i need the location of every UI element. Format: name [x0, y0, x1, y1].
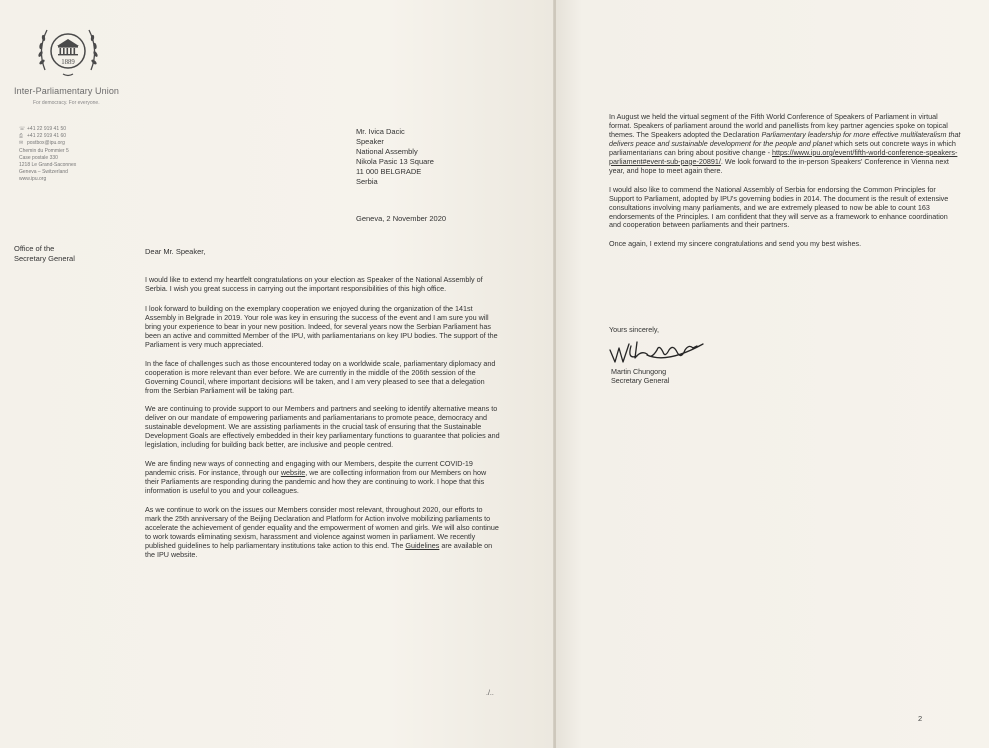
body-paragraph [145, 460, 500, 496]
letter-body-page-1 [145, 276, 500, 560]
address-line: 1218 Le Grand-Saconnex [19, 162, 77, 169]
logo-year: 1889 [61, 59, 75, 66]
recipient-address [356, 127, 434, 187]
recipient-street: Nikola Pasic 13 Square [356, 157, 434, 166]
text-run: We are finding new ways of connecting and engaging with our Members, despite the current COVID-19 pandemic crisis. For instance, through our [145, 459, 473, 478]
ipu-logo-icon [33, 20, 103, 82]
address-line: Chemin du Pommier 5 [19, 147, 69, 154]
salutation: Dear Mr. Speaker, [145, 247, 206, 256]
signer-name: Martin Chungong [611, 367, 667, 376]
continuation-mark: ./.. [486, 690, 494, 697]
email-icon: ✉ [19, 140, 24, 147]
email-address: postbox@ipu.org [27, 140, 65, 147]
body-paragraph: I would also like to commend the National Assembly of Serbia for endorsing the Common Principles for Support to Parliament, adopted by IPU's governing bodies in 2014. The document is the result of extensive consultations involving many parliaments, and we are extremely pleased to now be able to count 163 endorsements of the Principles. I am confident that they will serve as a framework to enhance coordination and cooperation between parliaments and their partners. [609, 184, 949, 230]
body-paragraph [145, 506, 500, 560]
org-tagline: For democracy. For everyone. [33, 100, 100, 106]
signer-block [611, 367, 669, 385]
website-link[interactable]: website [280, 468, 306, 478]
contact-block [19, 126, 76, 184]
office-label [14, 244, 75, 264]
fax-number: +41 22 919 41 60 [27, 133, 67, 140]
phone-number: +41 22 919 41 50 [27, 126, 67, 132]
body-paragraph: I would like to extend my heartfelt congratulations on your election as Speaker of the National Assembly of Serbia. I wish you great success in carrying out the important responsibilities of this high office. [145, 275, 483, 293]
website-address: www.ipu.org [19, 176, 47, 183]
page-number: 2 [918, 714, 923, 723]
body-paragraph [609, 113, 961, 176]
fax-icon: ⎙ [19, 133, 24, 140]
org-name: Inter-Parliamentary Union [14, 86, 120, 96]
text-run: As we continue to work on the issues our Members consider most relevant, throughout 2020, our efforts to mark the 25th anniversary of the Beijing Declaration and Platform for Action involve mobilizing parliaments to accelerate the achievement of gender equality and the empowerment of women and girls. We will also continue to work towards eliminating sexism, harassment and violence against women in parliament. We recently published guidelines to help parliamentary institutions take action to this end. The [145, 505, 499, 550]
signer-title: Secretary General [611, 376, 670, 385]
text-run: In August we held the virtual segment of the Fifth World Conference of Speakers of Parliament in virtual format. Speakers of parliament around the world and panellists from key partner agencies spoke on topical themes. The Speakers adopted the Declaration [609, 112, 948, 139]
recipient-title: Speaker [356, 137, 384, 146]
body-paragraph: In the face of challenges such as those encountered today on a worldwide scale, parliamentary diplomacy and cooperation is more relevant than ever before. We are currently in the middle of the 206th session of the Governing Council, where important decisions will be taken, and I am very pleased to see that a delegation from the Serbian Parliament will be taking part. [145, 358, 496, 395]
text-run: . We look forward to the in-person Speakers' Conference in Vienna next year, and hope to meet again there. [609, 156, 949, 175]
letter-date: Geneva, 2 November 2020 [356, 214, 447, 223]
recipient-city: 11 000 BELGRADE [356, 167, 422, 176]
declaration-title: Parliamentary leadership for more effective multilateralism that delivers peace and sustainable development for the people and planet [609, 129, 961, 148]
signature-icon [607, 336, 707, 368]
body-paragraph: I look forward to building on the exemplary cooperation we enjoyed during the organization of the 141st Assembly in Belgrade in 2019. Your role was key in ensuring the success of the event and I am sure you will bring your experience to bear in your new position. Indeed, for several years now the Serbian Parliament has been an active and committed Member of the IPU, with parliamentarians on key IPU bodies. The support of the Parliament is very much appreciated. [145, 303, 498, 349]
body-paragraph: We are continuing to provide support to our Members and partners and seeking to identify alternative means to deliver on our mandate of empowering parliaments and parliamentarians to promote peace, democracy and sustainable development. We are assisting parliaments in the crucial task of ensuring that the Sustainable Development Goals are effectively embedded in their key parliamentary functions to guarantee that policies and legislation, including for building back better, are inclusive and people centred. [145, 404, 500, 450]
recipient-name: Mr. Ivica Dacic [356, 127, 405, 136]
office-line: Office of the [14, 244, 55, 253]
body-paragraph: Once again, I extend my sincere congratulations and send you my best wishes. [609, 239, 862, 249]
conference-link[interactable]: https://www.ipu.org/event/fifth-world-conference-speakers-parliament#event-sub-page-20891/ [609, 147, 958, 166]
recipient-country: Serbia [356, 177, 378, 186]
address-line: Case postale 330 [19, 154, 58, 161]
text-run: which sets out concrete ways in which parliamentarians can bring about positive change - [609, 138, 956, 157]
closing: Yours sincerely, [609, 325, 659, 334]
recipient-institution: National Assembly [356, 147, 418, 156]
text-run: , we are collecting information from our Members on how their Parliaments are responding during the pandemic and how they are continuing to work. I hope that this information is useful to you and your colleagues. [145, 468, 487, 496]
office-line: Secretary General [14, 254, 75, 263]
guidelines-link[interactable]: Guidelines [405, 540, 440, 550]
text-run: are available on the IPU website. [145, 540, 493, 559]
address-line: Geneva – Switzerland [19, 169, 68, 176]
letter-body-page-2 [609, 113, 961, 249]
phone-icon: ☏ [19, 126, 26, 132]
